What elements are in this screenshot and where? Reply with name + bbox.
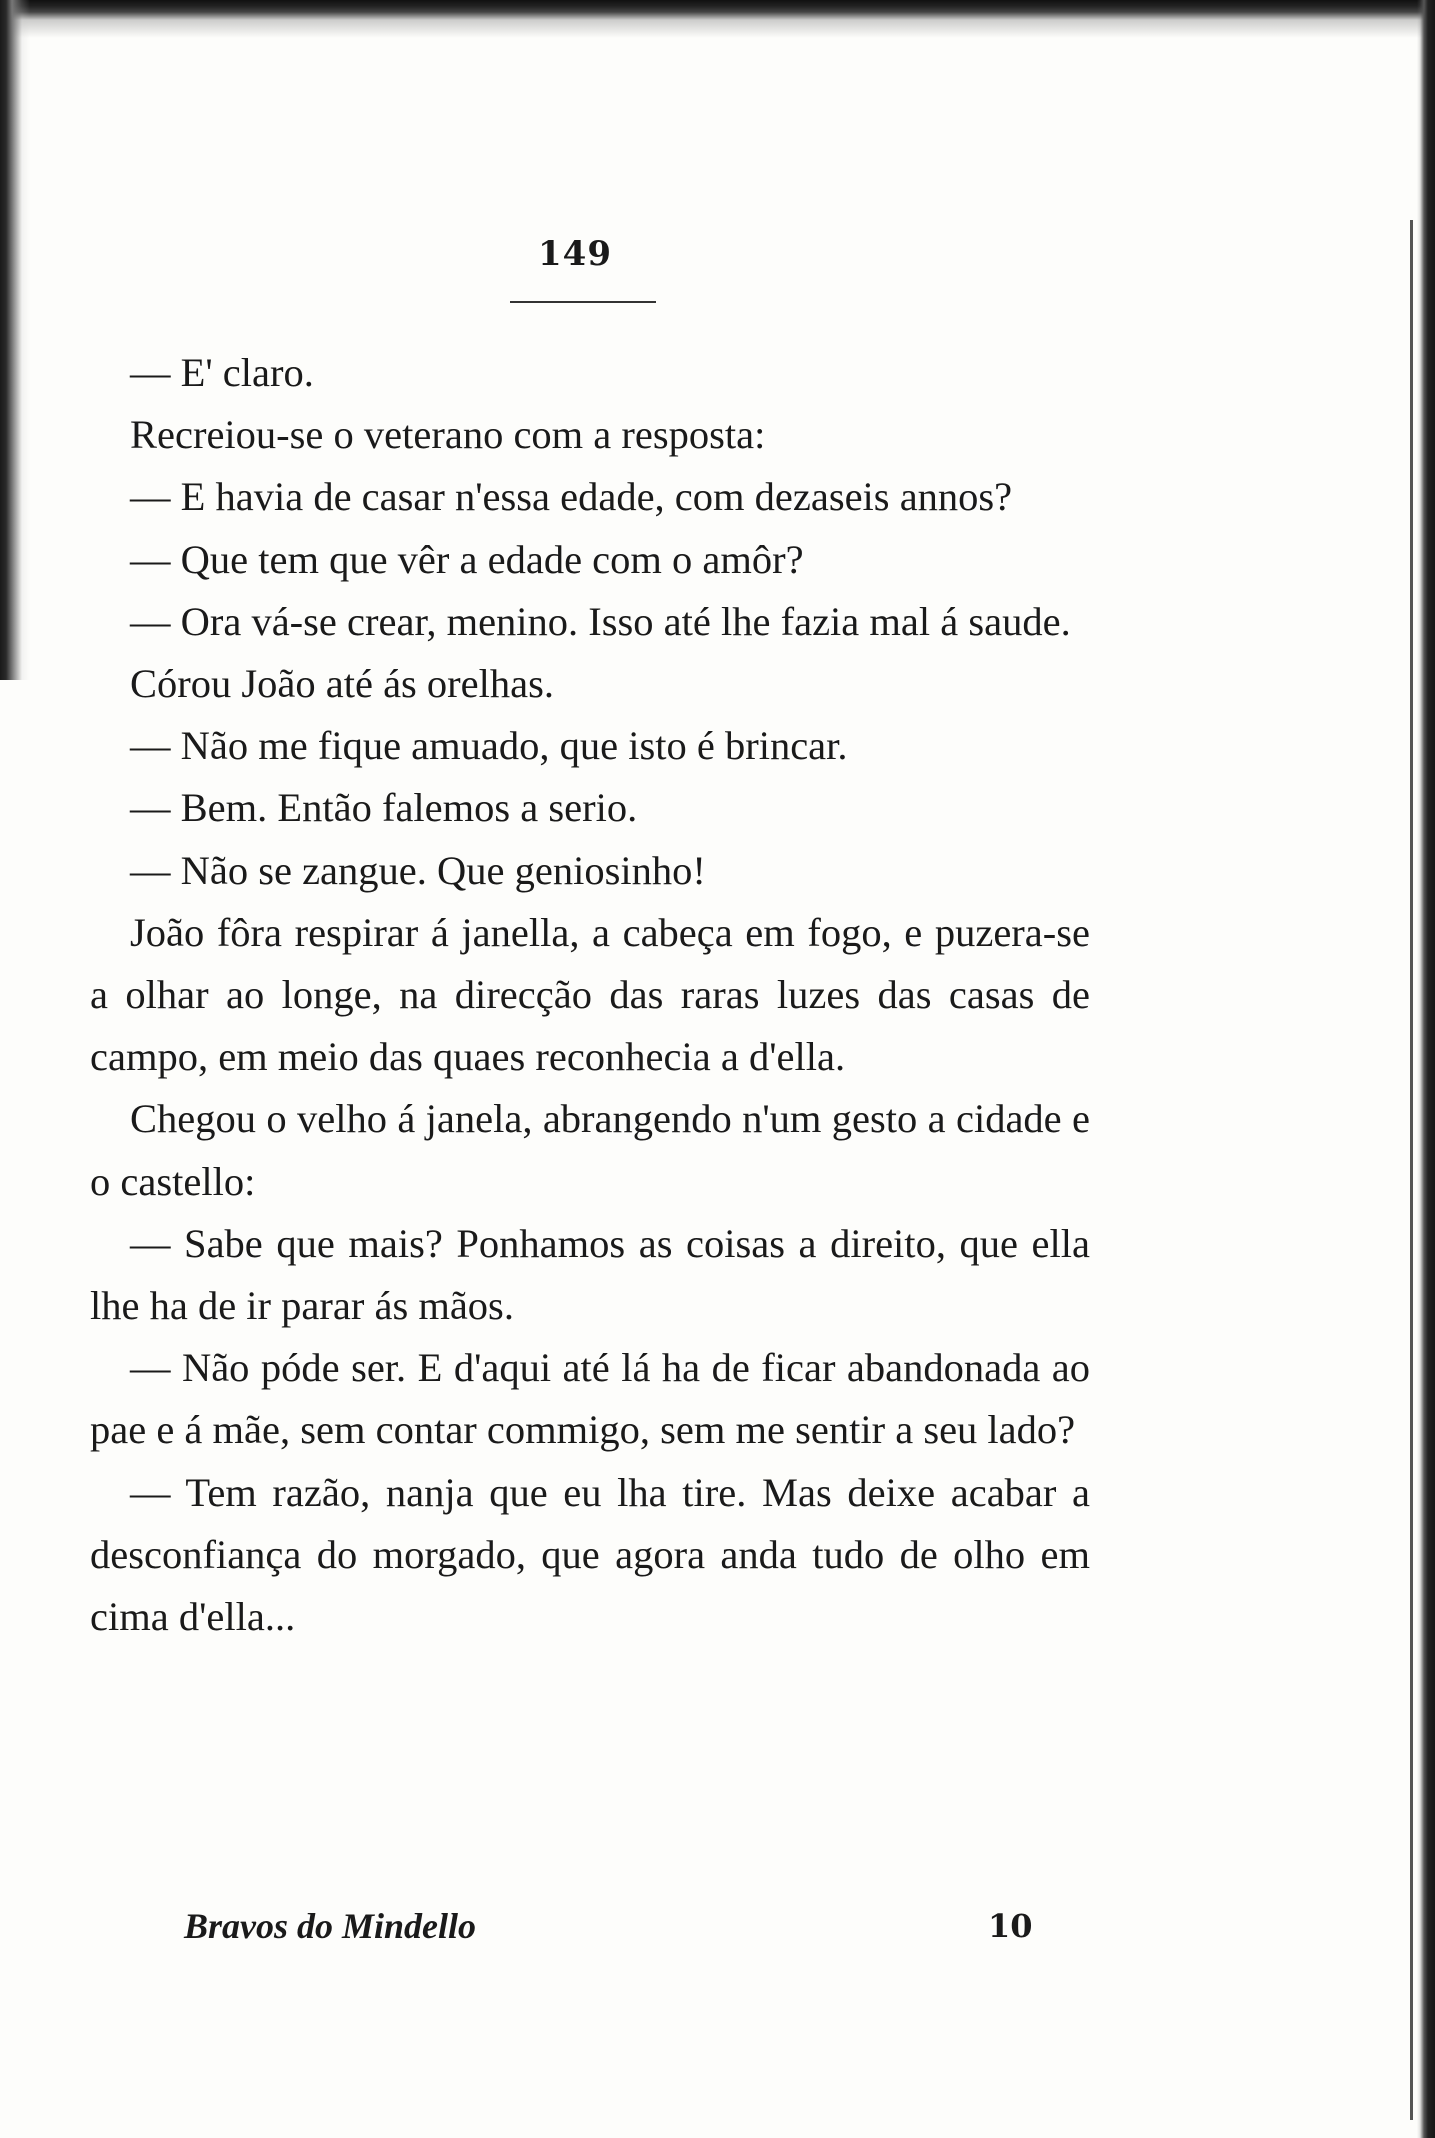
paragraph: Córou João até ás orelhas. (130, 661, 555, 707)
scan-edge-left (0, 0, 30, 680)
paragraph: — Não me fique amuado, que isto é brincar. (130, 723, 848, 769)
scan-gutter-line (1410, 220, 1413, 2120)
paragraph: — Tem razão, nanja que eu lha tire. Mas deixe acabar a desconfiança do morgado, que agora anda tudo de olho em cima d'ella... (90, 1469, 1090, 1640)
paragraph: — E havia de casar n'essa edade, com dezaseis annos? (130, 474, 1013, 520)
scan-edge-right (1417, 0, 1435, 2138)
paragraph: — Não póde ser. E d'aqui até lá ha de ficar abandonada ao pae e á mãe, sem contar commigo, sem me sentir a seu lado? (90, 1345, 1090, 1453)
paragraph: Recreiou-se o veterano com a resposta: (130, 412, 766, 458)
paragraph: Chegou o velho á janela, abrangendo n'um gesto a cidade e o castello: (90, 1096, 1090, 1204)
footer-book-title: Bravos do Mindello (184, 1906, 477, 1946)
paragraph: João fôra respirar á janella, a cabeça em fogo, e puzera-se a olhar ao longe, na direcção das raras luzes das casas de campo, em meio das quaes reconhecia a d'ella. (90, 909, 1090, 1080)
paragraph: — Não se zangue. Que geniosinho! (130, 847, 706, 893)
scan-edge-top (0, 0, 1435, 38)
page-footer (0, 1898, 1435, 1958)
page-number-rule (510, 301, 656, 303)
page-number: 149 (538, 234, 612, 274)
body-text (90, 342, 1090, 1648)
paragraph: — Que tem que vêr a edade com o amôr? (130, 536, 804, 582)
footer-signature-mark: 10 (988, 1907, 1033, 1945)
paragraph: — E' claro. (130, 350, 314, 395)
paragraph: — Sabe que mais? Ponhamos as coisas a direito, que ella lhe ha de ir parar ás mãos. (90, 1220, 1090, 1329)
paragraph: — Bem. Então falemos a serio. (130, 785, 638, 831)
paragraph: — Ora vá-se crear, menino. Isso até lhe fazia mal á saude. (130, 598, 1071, 644)
